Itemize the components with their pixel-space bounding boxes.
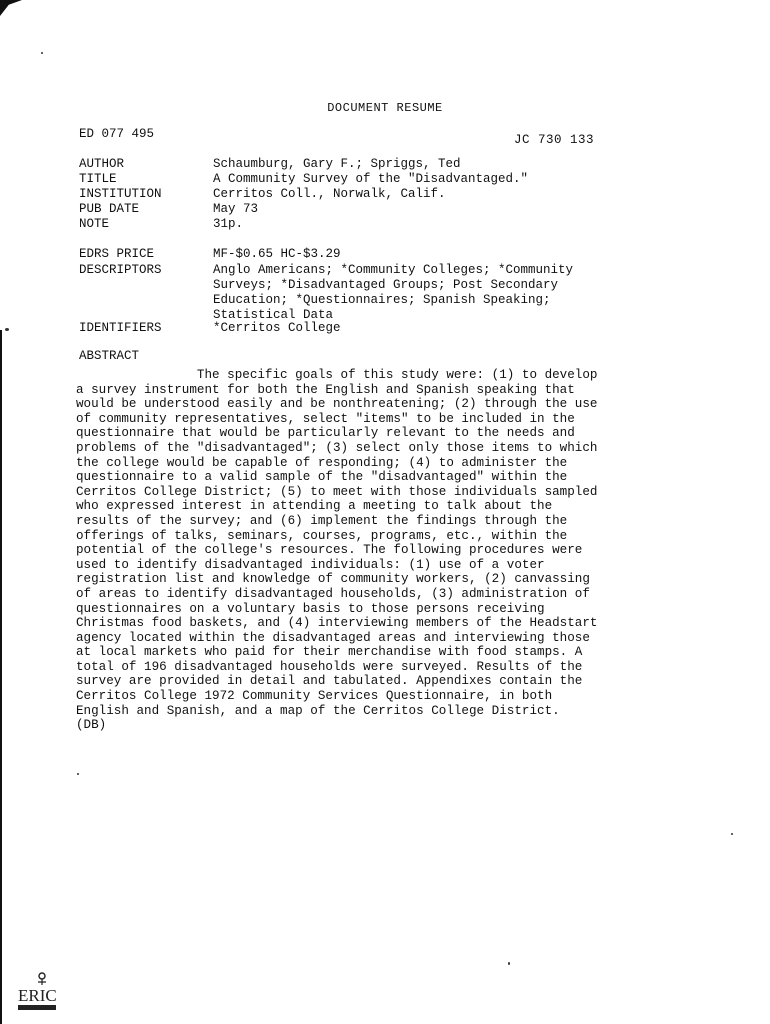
abstract-line: questionnaires on a voluntary basis to those persons receiving: [76, 601, 545, 616]
abstract-line: (DB): [76, 718, 107, 733]
eric-logo: [16, 970, 60, 1012]
abstract-line: results of the survey; and (6) implement the findings through the: [76, 513, 568, 528]
field-value: A Community Survey of the "Disadvantaged.": [213, 172, 529, 186]
eric-logo-text: ERIC: [18, 986, 57, 1005]
field-label: TITLE: [79, 172, 117, 186]
abstract-line: the college would be capable of responding; (4) to administer the: [76, 455, 568, 470]
field-value: May 73: [213, 202, 259, 216]
abstract-line: Christmas food baskets, and (4) interviewing members of the Headstart: [76, 616, 598, 631]
abstract-line: of community representatives, select "items" to be included in the: [76, 411, 575, 426]
abstract-line: total of 196 disadvantaged households were surveyed. Results of the: [76, 659, 583, 674]
field-value: MF-$0.65 HC-$3.29: [213, 247, 341, 261]
field-value: Anglo Americans; *Community Colleges; *Community Surveys; *Disadvantaged Groups; Post Secondary Education; *Questionnaires; Spanish Speaking; Statistical Data: [213, 263, 574, 322]
abstract-line: at local markets who paid for their merchandise with food stamps. A: [76, 645, 583, 660]
field-value: *Cerritos College: [213, 321, 341, 335]
field-label: EDRS PRICE: [79, 247, 155, 261]
abstract-line: used to identify disadvantaged individuals: (1) use of a voter: [76, 557, 545, 572]
clearinghouse-number: JC 730 133: [514, 133, 595, 147]
field-label: NOTE: [79, 217, 110, 231]
abstract-line: English and Spanish, and a map of the Cerritos College District.: [76, 703, 560, 718]
scan-speck: [5, 328, 9, 331]
scan-left-edge: [0, 330, 2, 1024]
ed-number: ED 077 495: [79, 127, 155, 141]
abstract-body: [76, 368, 661, 733]
field-label: AUTHOR: [79, 157, 125, 171]
abstract-line: questionnaire that would be particularly relevant to the needs and: [76, 426, 575, 441]
abstract-line: registration list and knowledge of community workers, (2) canvassing: [76, 572, 590, 587]
scan-speck: [41, 52, 43, 54]
abstract-line: a survey instrument for both the English and Spanish speaking that: [76, 382, 575, 397]
field-label: DESCRIPTORS: [79, 263, 162, 277]
scan-speck: [508, 962, 510, 965]
abstract-line: problems of the "disadvantaged"; (3) select only those items to which: [76, 440, 598, 455]
field-value: Schaumburg, Gary F.; Spriggs, Ted: [213, 157, 461, 171]
abstract-line: would be understood easily and be nonthreatening; (2) through the use: [76, 397, 598, 412]
abstract-line: offerings of talks, seminars, courses, programs, etc., within the: [76, 528, 568, 543]
scan-speck: [731, 833, 733, 835]
scan-corner-mark: [0, 0, 22, 16]
abstract-label: ABSTRACT: [79, 349, 140, 363]
abstract-line: Cerritos College District; (5) to meet with those individuals sampled: [76, 484, 598, 499]
abstract-line: Cerritos College 1972 Community Services Questionnaire, in both: [76, 689, 553, 704]
abstract-line: agency located within the disadvantaged areas and interviewing those: [76, 630, 590, 645]
abstract-line: The specific goals of this study were: (1) to develop: [76, 368, 598, 382]
field-label: IDENTIFIERS: [79, 321, 162, 335]
field-value: 31p.: [213, 217, 244, 231]
field-label: INSTITUTION: [79, 187, 162, 201]
abstract-line: who expressed interest in attending a meeting to talk about the: [76, 499, 553, 514]
abstract-line: of areas to identify disadvantaged households, (3) administration of: [76, 586, 590, 601]
document-heading: DOCUMENT RESUME: [327, 101, 443, 115]
field-value: Cerritos Coll., Norwalk, Calif.: [213, 187, 446, 201]
scan-speck: [77, 773, 79, 775]
field-label: PUB DATE: [79, 202, 140, 216]
abstract-line: potential of the college's resources. The following procedures were: [76, 543, 583, 558]
abstract-line: questionnaire to a valid sample of the "disadvantaged" within the: [76, 470, 568, 485]
abstract-line: survey are provided in detail and tabulated. Appendixes contain the: [76, 674, 583, 689]
